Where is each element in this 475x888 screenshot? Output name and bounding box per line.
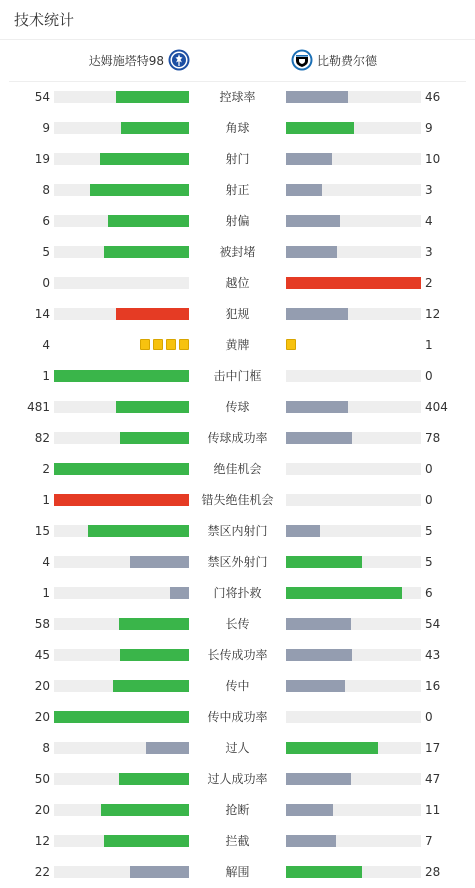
stat-label: 被封堵 xyxy=(219,245,256,259)
home-stat-bar-track xyxy=(54,773,189,785)
away-stat-bar-track xyxy=(286,401,421,413)
home-stat-value: 9 xyxy=(42,121,50,135)
stat-row xyxy=(0,329,475,360)
home-stat-value: 8 xyxy=(42,183,50,197)
away-stat-bar-track xyxy=(286,153,421,165)
away-stat-value: 3 xyxy=(425,183,433,197)
stat-row xyxy=(0,236,475,267)
away-stat-bar xyxy=(286,587,402,599)
away-stat-bar-track xyxy=(286,277,421,289)
home-stat-bar-track xyxy=(54,618,189,630)
home-stat-bar-track xyxy=(54,525,189,537)
stat-label: 禁区外射门 xyxy=(207,555,268,569)
away-stat-bar-track xyxy=(286,246,421,258)
stat-label: 角球 xyxy=(225,121,250,135)
stat-row xyxy=(0,267,475,298)
stat-label: 解围 xyxy=(225,865,250,879)
home-stat-bar-track xyxy=(54,246,189,258)
home-stat-bar xyxy=(116,401,189,413)
away-stat-bar-track xyxy=(286,122,421,134)
stat-row xyxy=(0,298,475,329)
home-stat-bar xyxy=(113,680,189,692)
home-stat-bar xyxy=(116,308,189,320)
teams-row xyxy=(9,40,466,82)
home-stat-bar-track xyxy=(54,184,189,196)
away-stat-value: 12 xyxy=(425,307,441,321)
away-stat-value: 0 xyxy=(425,462,433,476)
away-stat-bar xyxy=(286,773,351,785)
away-stat-bar xyxy=(286,649,352,661)
stat-row xyxy=(0,732,475,763)
stat-row xyxy=(0,391,475,422)
stat-row xyxy=(0,143,475,174)
yellow-card-icon xyxy=(179,339,189,350)
away-stat-bar xyxy=(286,246,337,258)
home-stat-bar xyxy=(120,649,189,661)
home-stat-bar xyxy=(130,866,189,878)
home-team-name: 达姆施塔特98 xyxy=(88,53,164,68)
stat-row xyxy=(0,794,475,825)
away-stat-value: 7 xyxy=(425,834,433,848)
home-stat-bar xyxy=(121,122,189,134)
stat-label: 长传成功率 xyxy=(207,648,268,662)
away-stat-bar xyxy=(286,91,348,103)
stat-label: 犯规 xyxy=(225,307,250,321)
away-stat-bar xyxy=(286,804,333,816)
away-yellow-cards xyxy=(286,339,296,351)
away-stat-value: 47 xyxy=(425,772,441,786)
stat-label: 绝佳机会 xyxy=(213,462,262,476)
away-stat-value: 5 xyxy=(425,524,433,538)
home-stat-bar-track xyxy=(54,91,189,103)
away-stat-bar xyxy=(286,525,320,537)
away-stat-bar xyxy=(286,153,332,165)
home-stat-bar xyxy=(170,587,189,599)
stat-label: 传中 xyxy=(225,679,250,693)
section-header xyxy=(0,0,475,40)
away-stat-value: 54 xyxy=(425,617,441,631)
away-stat-bar-track xyxy=(286,525,421,537)
stat-row xyxy=(0,577,475,608)
away-stat-value: 404 xyxy=(425,400,448,414)
away-stat-bar xyxy=(286,835,336,847)
home-stat-value: 19 xyxy=(34,152,50,166)
away-stat-bar xyxy=(286,215,340,227)
away-stat-bar xyxy=(286,308,348,320)
home-stat-bar xyxy=(119,618,189,630)
away-stat-bar xyxy=(286,122,354,134)
home-stat-value: 82 xyxy=(34,431,50,445)
home-team[interactable] xyxy=(89,40,190,80)
away-stat-bar-track xyxy=(286,308,421,320)
away-stat-bar-track xyxy=(286,711,421,723)
home-stat-value: 1 xyxy=(42,493,50,507)
stat-row xyxy=(0,422,475,453)
away-team-name: 比勒费尔德 xyxy=(317,53,378,68)
stat-label: 长传 xyxy=(225,617,250,631)
home-stat-bar xyxy=(119,773,189,785)
home-stat-value: 5 xyxy=(42,245,50,259)
home-yellow-cards xyxy=(140,339,189,351)
away-stat-value: 6 xyxy=(425,586,433,600)
away-stat-bar-track xyxy=(286,91,421,103)
home-stat-bar-track xyxy=(54,804,189,816)
away-stat-bar-track xyxy=(286,432,421,444)
home-stat-value: 12 xyxy=(34,834,50,848)
stat-row xyxy=(0,701,475,732)
home-stat-value: 20 xyxy=(34,803,50,817)
away-stat-value: 5 xyxy=(425,555,433,569)
away-stat-bar xyxy=(286,866,362,878)
stat-row xyxy=(0,670,475,701)
stat-row xyxy=(0,546,475,577)
home-stat-value: 54 xyxy=(34,90,50,104)
yellow-card-icon xyxy=(153,339,163,350)
away-stat-value: 28 xyxy=(425,865,441,879)
away-stat-value: 11 xyxy=(425,803,441,817)
home-stat-value: 0 xyxy=(42,276,50,290)
home-stat-value: 14 xyxy=(34,307,50,321)
stat-label: 门将扑救 xyxy=(213,586,262,600)
home-stat-value: 4 xyxy=(42,338,50,352)
home-stat-value: 2 xyxy=(42,462,50,476)
away-stat-bar-track xyxy=(286,773,421,785)
stat-label: 击中门框 xyxy=(213,369,262,383)
away-stat-bar-track xyxy=(286,835,421,847)
home-stat-bar-track xyxy=(54,215,189,227)
stat-label: 控球率 xyxy=(219,90,256,104)
away-stat-value: 3 xyxy=(425,245,433,259)
stats-list xyxy=(0,81,475,887)
home-stat-value: 1 xyxy=(42,369,50,383)
home-stat-value: 20 xyxy=(34,710,50,724)
away-stat-value: 46 xyxy=(425,90,441,104)
home-stat-bar xyxy=(104,835,189,847)
away-stat-bar xyxy=(286,618,351,630)
away-stat-value: 43 xyxy=(425,648,441,662)
stat-row xyxy=(0,81,475,112)
stat-row xyxy=(0,825,475,856)
yellow-card-icon xyxy=(166,339,176,350)
home-stat-value: 58 xyxy=(34,617,50,631)
home-stat-bar-track xyxy=(54,866,189,878)
away-stat-value: 16 xyxy=(425,679,441,693)
home-stat-bar xyxy=(101,804,189,816)
home-stat-bar-track xyxy=(54,401,189,413)
away-stat-bar-track xyxy=(286,649,421,661)
home-stat-value: 15 xyxy=(34,524,50,538)
yellow-card-icon xyxy=(140,339,150,350)
away-stat-value: 0 xyxy=(425,369,433,383)
away-stat-bar-track xyxy=(286,680,421,692)
home-stat-bar-track xyxy=(54,463,189,475)
yellow-card-icon xyxy=(286,339,296,350)
away-stat-value: 78 xyxy=(425,431,441,445)
home-stat-bar-track xyxy=(54,556,189,568)
away-stat-bar-track xyxy=(286,370,421,382)
home-stat-value: 6 xyxy=(42,214,50,228)
away-stat-value: 1 xyxy=(425,338,433,352)
home-stat-bar-track xyxy=(54,494,189,506)
stat-row xyxy=(0,639,475,670)
home-stat-bar xyxy=(54,711,189,723)
away-stat-value: 10 xyxy=(425,152,441,166)
stat-label: 过人成功率 xyxy=(207,772,268,786)
stat-label: 过人 xyxy=(225,741,250,755)
away-team[interactable] xyxy=(291,40,377,80)
home-stat-bar xyxy=(88,525,189,537)
home-stat-bar-track xyxy=(54,835,189,847)
home-stat-bar-track xyxy=(54,277,189,289)
away-stat-bar xyxy=(286,401,348,413)
away-stat-bar xyxy=(286,432,352,444)
home-stat-bar-track xyxy=(54,711,189,723)
away-stat-bar xyxy=(286,277,421,289)
away-stat-bar-track xyxy=(286,215,421,227)
home-stat-bar-track xyxy=(54,432,189,444)
home-stat-bar xyxy=(116,91,189,103)
away-stat-bar-track xyxy=(286,587,421,599)
home-stat-bar-track xyxy=(54,308,189,320)
home-stat-bar xyxy=(104,246,189,258)
stat-label: 黄牌 xyxy=(225,338,250,352)
bielefeld-crest-icon xyxy=(291,49,313,71)
stat-label: 射正 xyxy=(225,183,250,197)
away-stat-bar-track xyxy=(286,463,421,475)
stat-row xyxy=(0,763,475,794)
stat-label: 错失绝佳机会 xyxy=(201,493,274,507)
away-stat-bar-track xyxy=(286,618,421,630)
home-stat-bar-track xyxy=(54,153,189,165)
home-stat-bar xyxy=(54,494,189,506)
stat-row xyxy=(0,112,475,143)
stat-row xyxy=(0,453,475,484)
home-stat-bar-track xyxy=(54,122,189,134)
home-stat-bar-track xyxy=(54,370,189,382)
stat-row xyxy=(0,360,475,391)
away-stat-value: 2 xyxy=(425,276,433,290)
stat-label: 禁区内射门 xyxy=(207,524,268,538)
home-stat-value: 20 xyxy=(34,679,50,693)
away-stat-bar-track xyxy=(286,184,421,196)
home-stat-bar xyxy=(54,370,189,382)
stat-label: 射门 xyxy=(225,152,250,166)
home-stat-value: 481 xyxy=(27,400,50,414)
home-stat-bar-track xyxy=(54,680,189,692)
away-stat-value: 4 xyxy=(425,214,433,228)
home-stat-bar-track xyxy=(54,649,189,661)
home-stat-value: 4 xyxy=(42,555,50,569)
home-stat-bar xyxy=(54,463,189,475)
stat-row xyxy=(0,174,475,205)
home-stat-bar xyxy=(90,184,189,196)
away-stat-value: 9 xyxy=(425,121,433,135)
stat-row xyxy=(0,515,475,546)
home-stat-value: 8 xyxy=(42,741,50,755)
home-stat-bar-track xyxy=(54,587,189,599)
home-stat-value: 22 xyxy=(34,865,50,879)
stat-label: 传中成功率 xyxy=(207,710,268,724)
stat-row xyxy=(0,484,475,515)
stat-label: 射偏 xyxy=(225,214,250,228)
home-stat-value: 45 xyxy=(34,648,50,662)
away-stat-bar xyxy=(286,556,362,568)
away-stat-value: 0 xyxy=(425,710,433,724)
darmstadt-crest-icon xyxy=(168,49,190,71)
home-stat-bar xyxy=(100,153,189,165)
stat-label: 拦截 xyxy=(225,834,250,848)
away-stat-value: 17 xyxy=(425,741,441,755)
away-stat-bar-track xyxy=(286,804,421,816)
home-stat-bar xyxy=(146,742,189,754)
away-stat-bar-track xyxy=(286,494,421,506)
away-stat-bar xyxy=(286,742,378,754)
stat-row xyxy=(0,205,475,236)
stat-label: 越位 xyxy=(225,276,250,290)
stat-row xyxy=(0,608,475,639)
home-stat-bar xyxy=(130,556,189,568)
home-stat-value: 1 xyxy=(42,586,50,600)
away-stat-bar xyxy=(286,680,345,692)
away-stat-bar xyxy=(286,184,322,196)
away-stat-bar-track xyxy=(286,556,421,568)
away-stat-value: 0 xyxy=(425,493,433,507)
home-stat-bar-track xyxy=(54,742,189,754)
away-stat-bar-track xyxy=(286,742,421,754)
home-stat-bar xyxy=(108,215,189,227)
section-title: 技术统计 xyxy=(14,11,75,29)
stat-row xyxy=(0,856,475,887)
stat-label: 抢断 xyxy=(225,803,250,817)
away-stat-bar-track xyxy=(286,866,421,878)
stat-label: 传球 xyxy=(225,400,250,414)
home-stat-bar xyxy=(120,432,189,444)
home-stat-value: 50 xyxy=(34,772,50,786)
stat-label: 传球成功率 xyxy=(207,431,268,445)
